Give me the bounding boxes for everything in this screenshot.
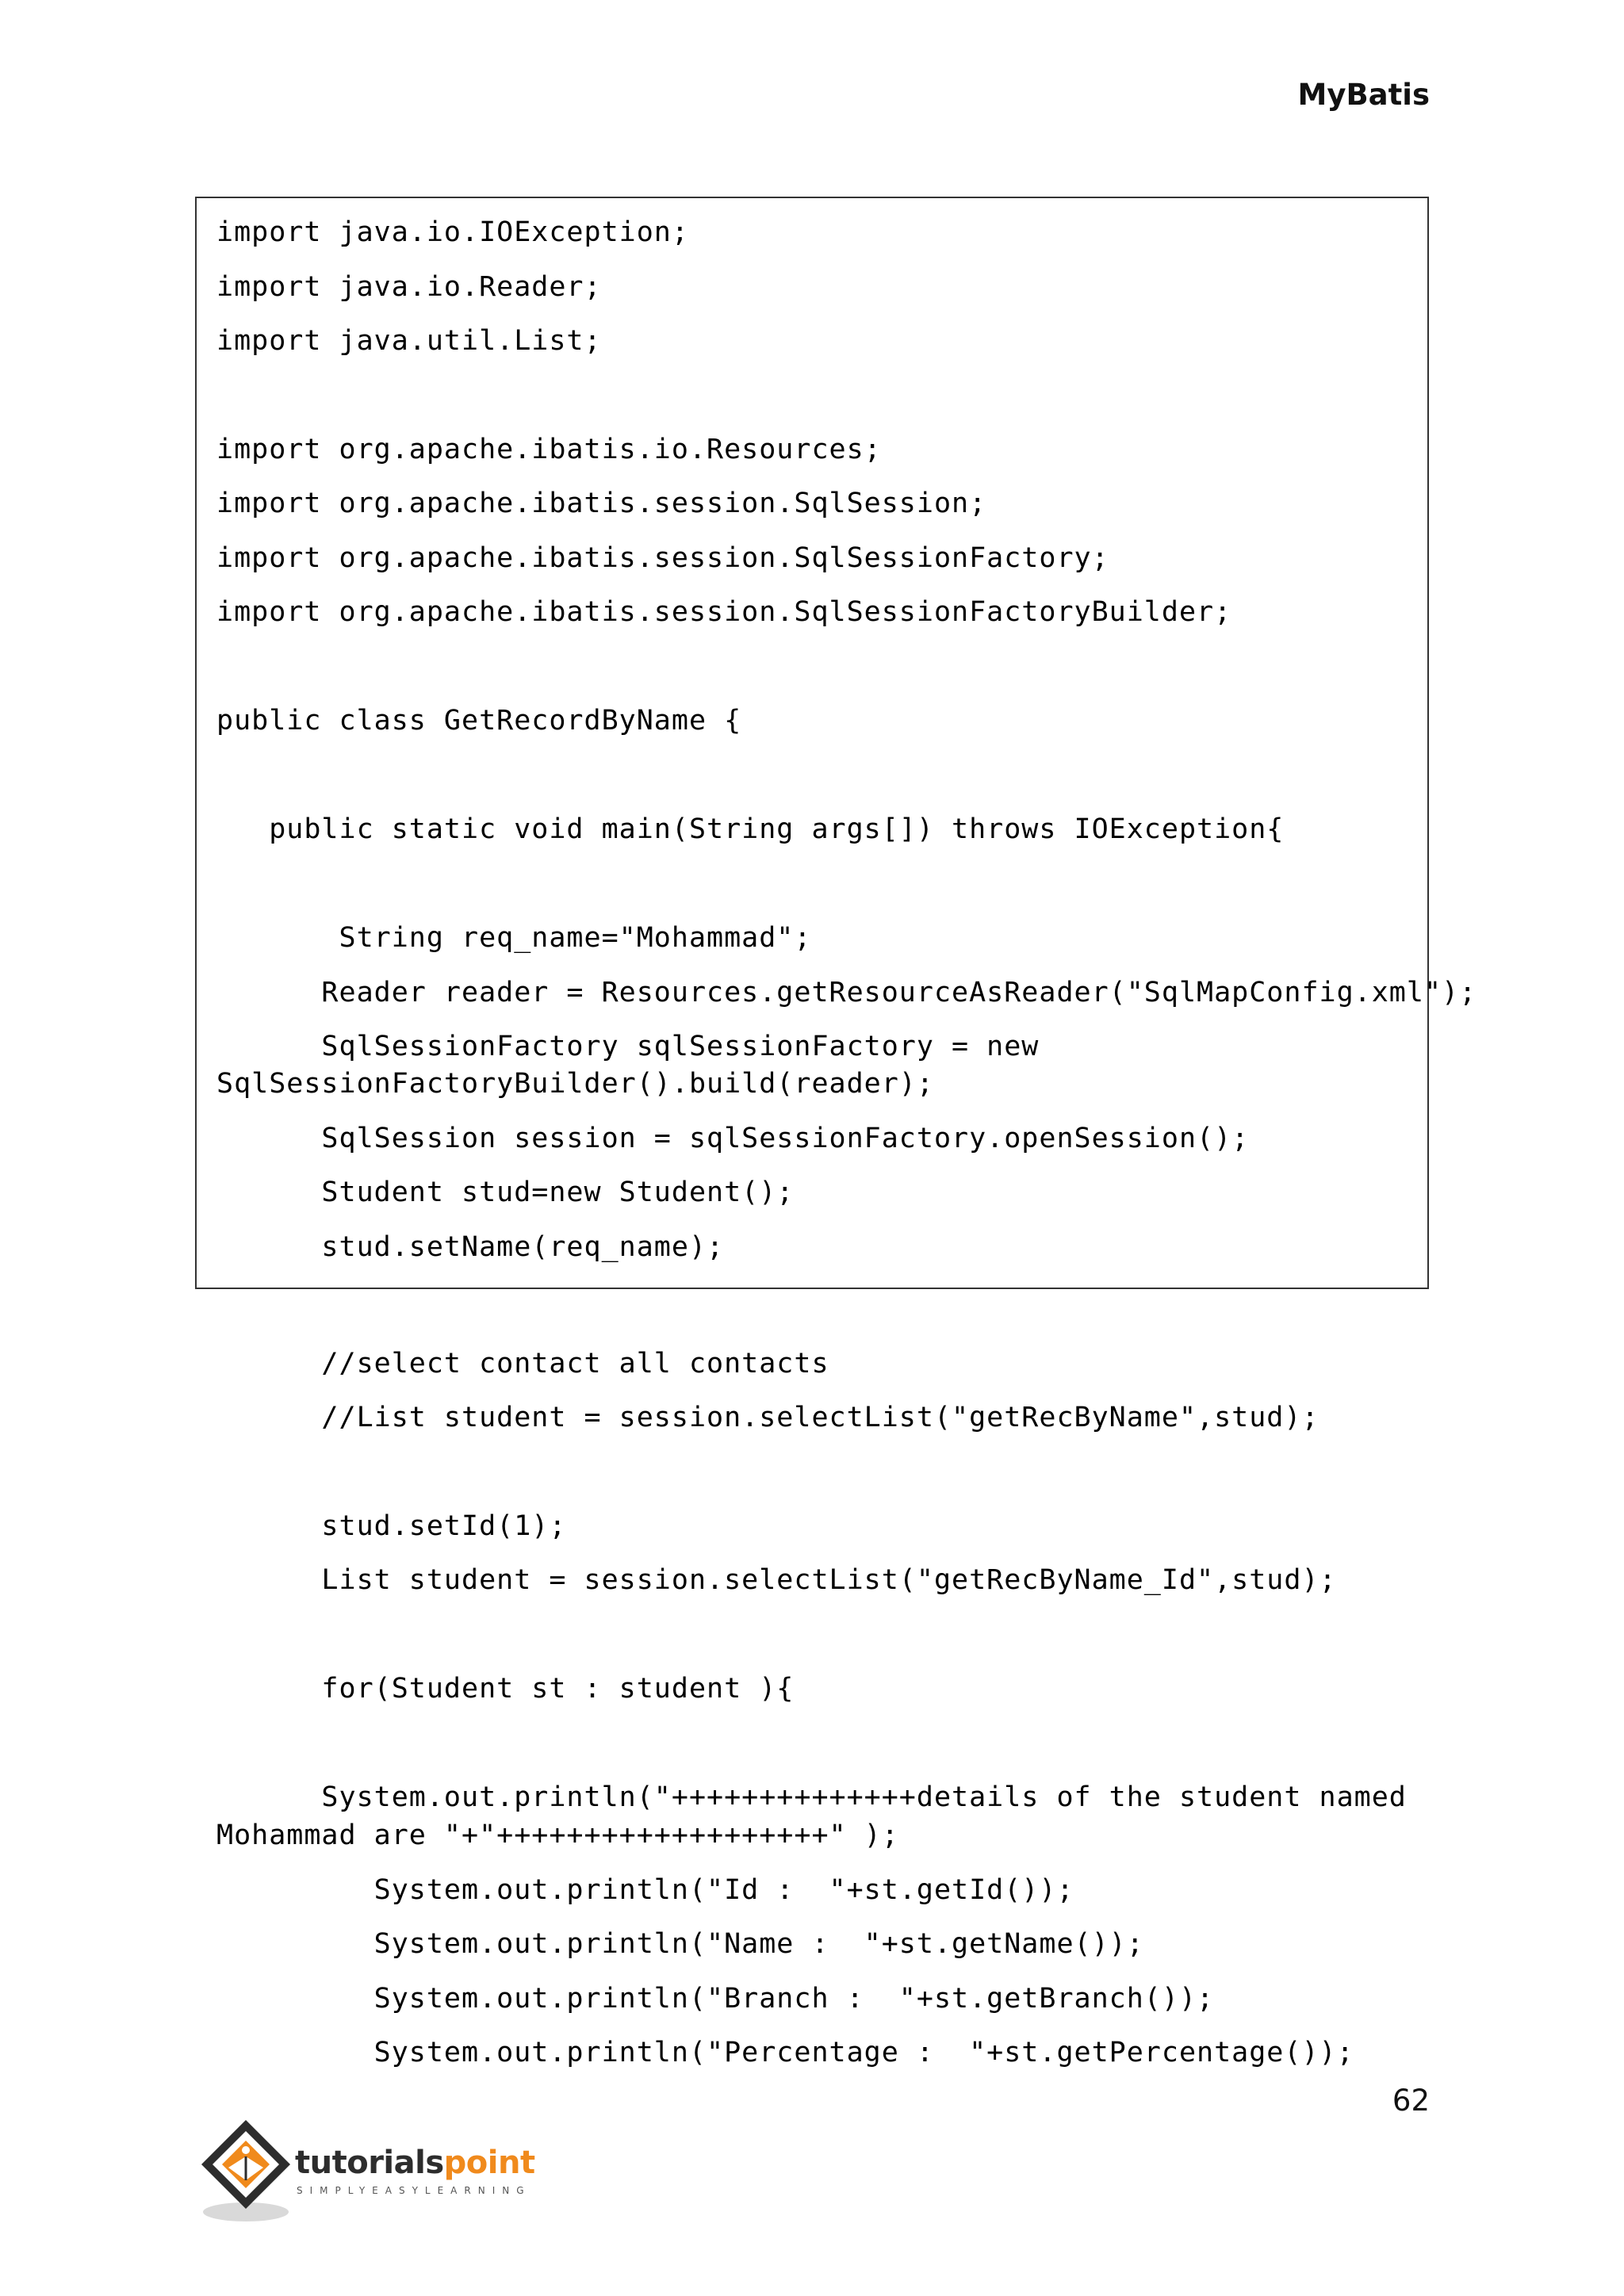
code-line: List student = session.selectList("getRecByName_Id",stud);: [216, 1564, 1337, 1596]
page-header-title: MyBatis: [1297, 78, 1430, 112]
code-line: import java.io.Reader;: [216, 271, 602, 303]
code-line: public static void main(String args[]) throws IOException{: [216, 813, 1285, 845]
code-line: import org.apache.ibatis.io.Resources;: [216, 434, 882, 465]
tutorialspoint-logo: [197, 2115, 546, 2226]
code-line: SqlSession session = sqlSessionFactory.openSession();: [216, 1123, 1250, 1154]
code-line: import org.apache.ibatis.session.SqlSessionFactory;: [216, 542, 1109, 574]
code-line: System.out.println("Branch : "+st.getBranch());: [216, 1983, 1215, 2015]
code-line: System.out.println("Name : "+st.getName());: [216, 1928, 1144, 1960]
code-line: public class GetRecordByName {: [216, 705, 742, 737]
tutorialspoint-logo-icon: [197, 2115, 300, 2226]
code-line: //select contact all contacts: [216, 1348, 829, 1380]
logo-wordmark: tutorialspoint: [295, 2145, 535, 2181]
code-line: System.out.println("Id : "+st.getId());: [216, 1874, 1074, 1906]
code-line: import java.util.List;: [216, 325, 602, 357]
code-line: Reader reader = Resources.getResourceAsReader("SqlMapConfig.xml");: [216, 977, 1477, 1008]
code-line: stud.setName(req_name);: [216, 1231, 725, 1263]
code-line: System.out.println("++++++++++++++details of the student named: [216, 1781, 1407, 1813]
code-line: import org.apache.ibatis.session.SqlSessionFactoryBuilder;: [216, 596, 1232, 628]
code-line: import java.io.IOException;: [216, 216, 689, 248]
code-line: SqlSessionFactory sqlSessionFactory = new: [216, 1031, 1040, 1062]
code-line: for(Student st : student ){: [216, 1673, 795, 1705]
code-line: import org.apache.ibatis.session.SqlSession;: [216, 488, 987, 519]
code-line: Student stud=new Student();: [216, 1177, 795, 1208]
code-block: [195, 197, 1477, 2068]
code-line: String req_name="Mohammad";: [216, 922, 812, 954]
code-line: //List student = session.selectList("getRecByName",stud);: [216, 1402, 1320, 1433]
code-line: System.out.println("Percentage : "+st.getPercentage());: [216, 2037, 1354, 2068]
logo-tagline: SIMPLYEASYLEARNING: [297, 2185, 531, 2196]
code-line: stud.setId(1);: [216, 1510, 567, 1542]
page-number: 62: [1392, 2084, 1430, 2118]
code-line: SqlSessionFactoryBuilder().build(reader);: [216, 1068, 934, 1100]
code-line: Mohammad are "+"+++++++++++++++++++" );: [216, 1820, 899, 1851]
